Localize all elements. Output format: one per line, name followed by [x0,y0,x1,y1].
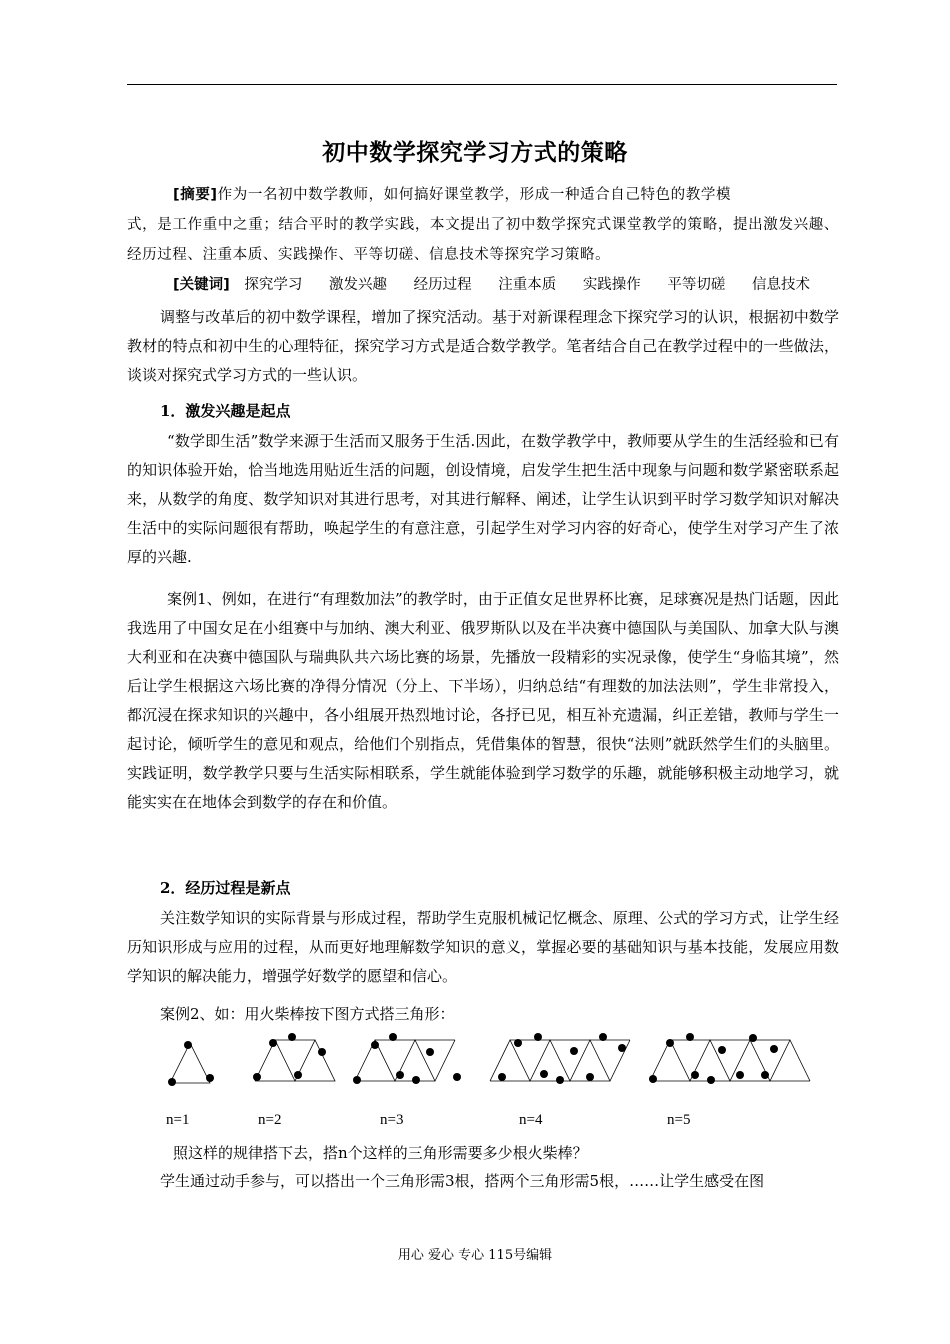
keyword: 注重本质 [498,277,557,293]
keyword: 平等切磋 [667,277,726,293]
keyword: 激发兴趣 [328,277,387,293]
keyword: 经历过程 [413,277,472,293]
section1-paragraph-2: 案例1、例如，在进行“有理数加法”的教学时，由于正值女足世界杯比赛，足球赛况是热门话题，因此我选用了中国女足在小组赛中与加纳、澳大利亚、俄罗斯队以及在半决赛中德国队与美国队、加拿大队与澳大利亚和在决赛中德国队与瑞典队共六场比赛的场景，先播放一段精彩的实况录像，使学生“身临其境”，然后让学生根据这六场比赛的净得分情况（分上、下半场），归纳总结“有理数的加法法则”，学生非常投入，都沉浸在探求知识的兴趣中，各小组展开热烈地讨论，各抒已见，相互补充遗漏，纠正差错，教师与学生一起讨论，倾听学生的意见和观点，给他们个别指点，凭借集体的智慧，很快“法则”就跃然学生们的头脑里。实践证明，数学教学只要与生活实际相联系，学生就能体验到学习数学的乐趣，就能够积极主动地学习，就能实实在在地体会到数学的存在和价值。 [127,590,839,811]
figure-caption: n=1 [166,1112,190,1128]
last-line: 学生通过动手参与，可以搭出一个三角形需3根，搭两个三角形需5根，……让学生感受在图 [160,1172,765,1190]
figure-caption: n=3 [380,1112,404,1128]
keywords-row [173,273,832,294]
section1-paragraph-1: “数学即生活”数学来源于生活而又服务于生活.因此，在数学教学中，教师要从学生的生活经验和已有的知识体验开始，恰当地选用贴近生活的问题，创设情境，启发学生把生活中现象与问题和数学紧密联系起来，从数学的角度、数学知识对其进行思考，对其进行解释、阐述，让学生认识到平时学习数学知识对解决生活中的实际问题很有帮助，唤起学生的有意注意，引起学生对学习内容的好奇心，使学生对学习产生了浓厚的兴趣. [127,432,839,566]
matchstick-triangles-figure [160,1025,820,1095]
abstract-label: [摘要] [173,187,218,203]
section-heading-2: 2．经历过程是新点 [160,879,291,897]
abstract-rest: 式，是工作重中之重；结合平时的教学实践，本文提出了初中数学探究式课堂教学的策略，提出激发兴趣、经历过程、注重本质、实践操作、平等切磋、信息技术等探究学习策略。 [127,217,839,263]
keyword: 探究学习 [244,277,303,293]
intro-paragraph: 调整与改革后的初中数学课程，增加了探究活动。基于对新课程理念下探究学习的认识，根据初中数学教材的特点和初中生的心理特征，探究学习方式是适合数学教学。笔者结合自己在教学过程中的一些做法，谈谈对探究式学习方式的一些认识。 [127,308,839,384]
header-rule [127,84,837,85]
abstract-line1: 作为一名初中数学教师，如何搞好课堂教学，形成一种适合自己特色的教学模 [217,187,732,203]
figure-caption: n=5 [667,1112,691,1128]
keyword: 实践操作 [582,277,641,293]
case2-intro: 案例2、如：用火柴棒按下图方式搭三角形： [160,1005,455,1023]
page-footer: 用心 爱心 专心 115号编辑 [397,1248,553,1263]
page-title: 初中数学探究学习方式的策略 [322,140,628,166]
section2-paragraph-1: 关注数学知识的实际背景与形成过程，帮助学生克服机械记忆概念、原理、公式的学习方式，让学生经历知识形成与应用的过程，从而更好地理解数学知识的意义，掌握必要的基础知识与基本技能，发展应用数学知识的解决能力，增强学好数学的愿望和信心。 [127,909,839,985]
figure-caption: n=2 [258,1112,282,1128]
abstract [127,180,839,270]
keyword: 信息技术 [752,277,811,293]
section-heading-1: 1．激发兴趣是起点 [160,402,291,420]
question-line: 照这样的规律搭下去，搭n个这样的三角形需要多少根火柴棒？ [173,1144,588,1162]
keywords-label: [关键词] [173,277,230,293]
figure-caption: n=4 [519,1112,543,1128]
